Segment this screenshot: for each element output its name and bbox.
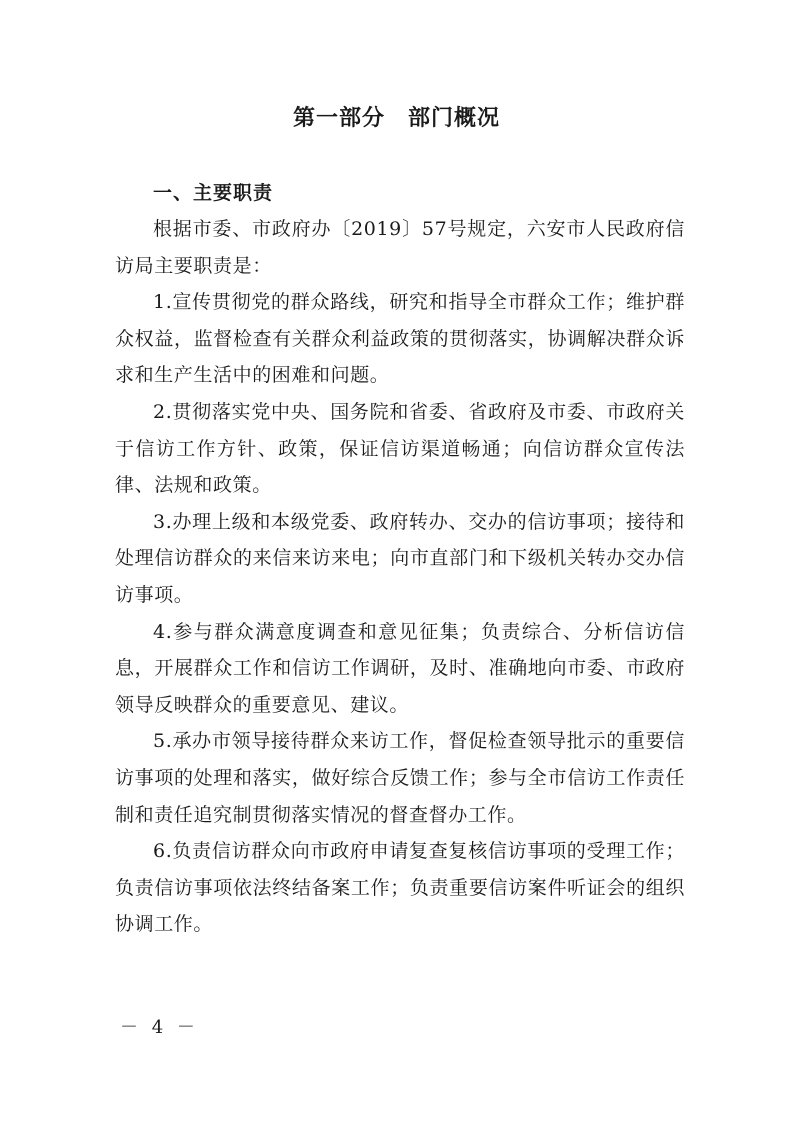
intro-paragraph: 根据市委、市政府办〔2019〕57号规定，六安市人民政府信访局主要职责是： — [115, 218, 685, 277]
section-heading: 一、主要职责 — [153, 182, 274, 204]
duty-item-6: 6.负责信访群众向市政府申请复查复核信访事项的受理工作；负责信访事项依法终结备案工作；负责重要信访案件听证会的组织协调工作。 — [115, 840, 685, 936]
duty-item-3: 3.办理上级和本级党委、政府转办、交办的信访事项；接待和处理信访群众的来信来访来电；向市直部门和下级机关转办交办信访事项。 — [115, 510, 685, 606]
duty-item-2: 2.贯彻落实党中央、国务院和省委、省政府及市委、市政府关于信访工作方针、政策，保证信访渠道畅通；向信访群众宣传法律、法规和政策。 — [115, 400, 685, 497]
page-number: － 4 － — [120, 1017, 199, 1038]
duty-item-1: 1.宣传贯彻党的群众路线，研究和指导全市群众工作；维护群众权益，监督检查有关群众利益政策的贯彻落实，协调解决群众诉求和生产生活中的困难和问题。 — [115, 291, 685, 387]
duty-item-5: 5.承办市领导接待群众来访工作，督促检查领导批示的重要信访事项的处理和落实，做好综合反馈工作；参与全市信访工作责任制和责任追究制贯彻落实情况的督查督办工作。 — [115, 730, 685, 826]
page-title: 第一部分 部门概况 — [292, 106, 500, 131]
document-body — [115, 175, 685, 943]
duty-item-4: 4.参与群众满意度调查和意见征集；负责综合、分析信访信息，开展群众工作和信访工作调研，及时、准确地向市委、市政府领导反映群众的重要意见、建议。 — [115, 620, 685, 716]
